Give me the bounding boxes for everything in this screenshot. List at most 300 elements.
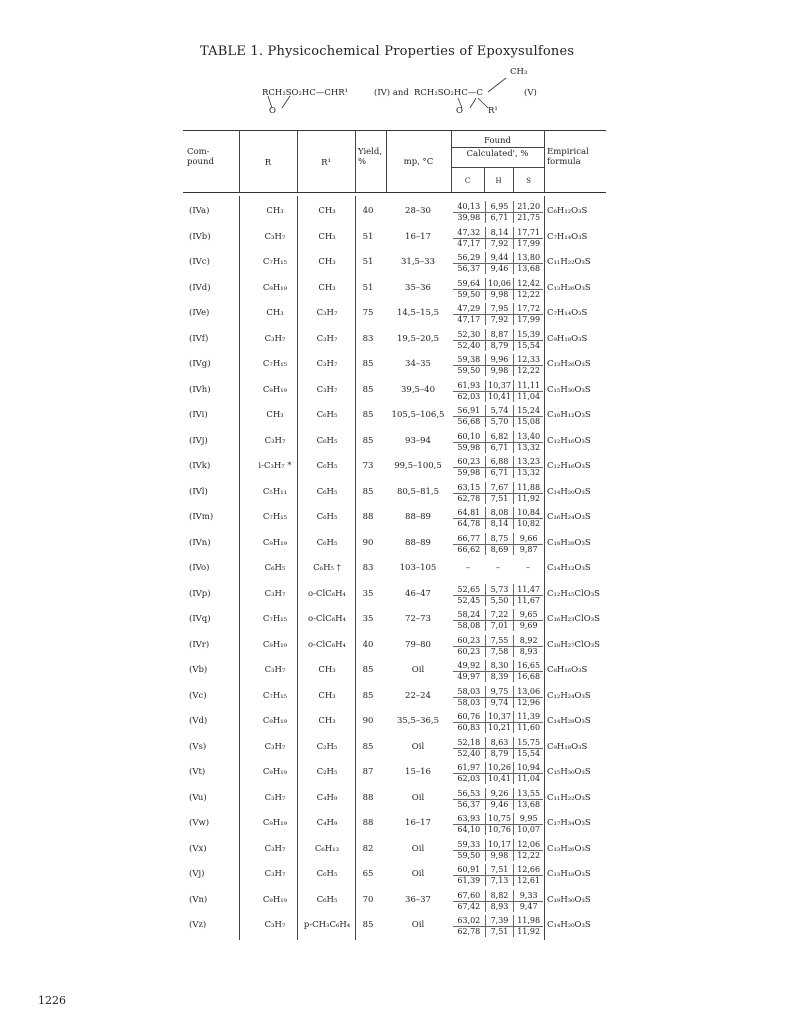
empirical-formula: C₁₇H₃₄O₃S bbox=[547, 818, 591, 828]
melting-point: 14,5–15,5 bbox=[396, 308, 440, 318]
r1-group: C₆H₅ bbox=[316, 512, 338, 522]
header-c: C bbox=[464, 177, 471, 185]
calc-c: 59,98 bbox=[457, 442, 481, 452]
r-group: C₉H₁₉ bbox=[262, 894, 288, 905]
r-group: i-C₃H₇ * bbox=[258, 461, 292, 471]
found-s: 21,20 bbox=[513, 201, 543, 212]
empirical-formula: C₁₄H₁₂O₃S bbox=[547, 563, 591, 573]
yield-value: 85 bbox=[362, 665, 374, 675]
empirical-formula: C₈H₁₆O₃S bbox=[547, 665, 588, 675]
found-s: 11,11 bbox=[513, 380, 543, 391]
calc-s: 8,93 bbox=[513, 646, 543, 657]
melting-point: 46–47 bbox=[405, 588, 431, 599]
calc-h: 10,41 bbox=[485, 773, 514, 784]
calculated-values bbox=[453, 748, 543, 759]
r-group: C₃H₇ bbox=[264, 843, 286, 854]
found-h: 5,73 bbox=[485, 584, 514, 595]
melting-point: 93–94 bbox=[405, 435, 431, 446]
calc-s: 16,68 bbox=[513, 671, 543, 682]
r-group: C₇H₁₅ bbox=[262, 690, 288, 701]
yield-value: 51 bbox=[362, 257, 374, 267]
melting-point: 28–30 bbox=[405, 206, 431, 216]
calc-c: 62,78 bbox=[457, 927, 481, 936]
calc-s: 15,08 bbox=[513, 416, 543, 427]
yield-value: 35 bbox=[362, 588, 374, 599]
found-c: 52,30 bbox=[457, 329, 481, 339]
calc-s: 11,92 bbox=[513, 493, 543, 504]
r1-group: C₆H₅ bbox=[316, 894, 338, 905]
r1-group: C₆H₅ bbox=[316, 486, 338, 497]
compound-id: (IVd) bbox=[189, 282, 211, 293]
calc-h: 8,93 bbox=[485, 901, 514, 912]
table-row bbox=[183, 685, 606, 710]
analysis-dashes: – – – bbox=[466, 563, 530, 572]
calc-s: 9,87 bbox=[513, 544, 543, 555]
r-group: C₃H₇ bbox=[264, 920, 286, 930]
calc-c: 56,68 bbox=[457, 417, 481, 426]
header-r1: R¹ bbox=[321, 158, 331, 168]
yield-value: 85 bbox=[362, 741, 374, 752]
r1-group: C₃H₇ bbox=[316, 308, 338, 318]
empirical-formula: C₁₂H₁₅ClO₃S bbox=[547, 588, 600, 599]
yield-value: 88 bbox=[362, 512, 374, 522]
found-s: 10,84 bbox=[513, 507, 543, 518]
melting-point: 22–24 bbox=[405, 690, 431, 701]
table-row bbox=[183, 430, 606, 455]
calc-s: 12,96 bbox=[513, 697, 543, 708]
found-c: 63,15 bbox=[457, 482, 481, 492]
found-h: 7,22 bbox=[485, 609, 514, 620]
calculated-values bbox=[453, 365, 543, 376]
calc-c: 60,83 bbox=[457, 723, 481, 732]
empirical-formula: C₁₀H₁₂O₃S bbox=[547, 410, 591, 420]
r-group: C₃H₇ bbox=[264, 588, 286, 599]
calculated-values bbox=[453, 212, 543, 223]
calc-h: 9,98 bbox=[485, 365, 514, 376]
table-row bbox=[183, 353, 606, 378]
table-row bbox=[183, 506, 606, 531]
melting-point: 16–17 bbox=[405, 818, 431, 828]
v-label: (V) bbox=[524, 88, 537, 98]
table-row bbox=[183, 379, 606, 404]
found-c: 59,38 bbox=[457, 355, 481, 364]
v-methyl: CH₃ bbox=[510, 67, 528, 77]
table-row bbox=[183, 404, 606, 429]
yield-value: 65 bbox=[362, 869, 374, 879]
calc-h: 7,51 bbox=[485, 493, 514, 504]
calc-c: 39,98 bbox=[457, 213, 481, 222]
found-s: 15,75 bbox=[513, 737, 543, 748]
found-c: 47,29 bbox=[457, 304, 481, 313]
calculated-values bbox=[453, 901, 543, 912]
melting-point: Oil bbox=[411, 792, 425, 803]
table-row bbox=[183, 761, 606, 786]
found-s: 17,72 bbox=[513, 303, 543, 314]
compound-id: (IVr) bbox=[189, 639, 210, 650]
iv-label: (IV) and bbox=[374, 88, 409, 98]
r-group: C₉H₁₉ bbox=[262, 537, 288, 548]
found-h: 9,96 bbox=[485, 354, 514, 365]
calc-h: 9,46 bbox=[485, 263, 514, 274]
melting-point: Oil bbox=[411, 665, 425, 675]
r1-group: C₂H₅ bbox=[316, 741, 338, 752]
found-s: 9,95 bbox=[513, 813, 543, 824]
melting-point: 16–17 bbox=[405, 231, 431, 242]
table-row bbox=[183, 889, 606, 914]
calc-h: 6,71 bbox=[485, 442, 514, 453]
empirical-formula: C₁₈H₂₈O₃S bbox=[547, 537, 591, 548]
found-c: 60,76 bbox=[457, 712, 481, 721]
found-h: 7,51 bbox=[485, 864, 514, 875]
compound-id: (IVl) bbox=[189, 486, 208, 497]
calc-s: 15,54 bbox=[513, 748, 543, 759]
r-group: C₇H₁₅ bbox=[262, 614, 288, 624]
header-yield: Yield, % bbox=[358, 147, 383, 167]
calc-c: 56,37 bbox=[457, 799, 481, 809]
found-h: 8,14 bbox=[485, 227, 514, 238]
yield-value: 85 bbox=[362, 384, 374, 395]
empirical-formula: C₁₂H₁₆O₃S bbox=[547, 435, 591, 446]
r1-group: C₆H₅ bbox=[316, 537, 338, 548]
empirical-formula: C₁₃H₂₆O₃S bbox=[547, 282, 591, 293]
empirical-formula: C₁₄H₂₀O₃S bbox=[547, 920, 591, 930]
found-c: 67,60 bbox=[457, 890, 481, 900]
calculated-values bbox=[453, 442, 543, 453]
calc-c: 52,45 bbox=[457, 595, 481, 605]
r-group: C₃H₇ bbox=[264, 435, 286, 446]
r-group: C₃H₇ bbox=[264, 665, 286, 675]
empirical-formula: C₁₃H₁₈O₃S bbox=[547, 869, 591, 879]
r1-group: CH₃ bbox=[318, 690, 336, 701]
empirical-formula: C₁₆H₂₄O₃S bbox=[547, 512, 591, 522]
found-s: 9,33 bbox=[513, 890, 543, 901]
table-row bbox=[183, 226, 606, 251]
empirical-formula: C₇H₁₄O₃S bbox=[547, 308, 588, 318]
found-s: 12,33 bbox=[513, 354, 543, 365]
melting-point: 15–16 bbox=[405, 767, 431, 777]
empirical-formula: C₆H₁₂O₃S bbox=[547, 206, 588, 216]
iv-epoxy-oxygen: O bbox=[269, 106, 276, 116]
found-h: 7,67 bbox=[485, 482, 514, 493]
found-h: 6,82 bbox=[485, 431, 514, 442]
calc-s: 15,54 bbox=[513, 340, 543, 351]
found-s: 13,55 bbox=[513, 788, 543, 799]
calculated-values bbox=[453, 824, 543, 835]
calc-h: 7,01 bbox=[485, 620, 514, 631]
found-h: 7,39 bbox=[485, 915, 514, 926]
compound-id: (IVn) bbox=[189, 537, 211, 548]
compound-id: (IVo) bbox=[189, 563, 210, 573]
r-group: CH₃ bbox=[266, 410, 284, 420]
calc-h: 8,79 bbox=[485, 340, 514, 351]
r1-group: o-ClC₆H₄ bbox=[308, 614, 346, 624]
melting-point: 35–36 bbox=[405, 282, 431, 293]
found-h: 10,37 bbox=[485, 380, 514, 391]
calculated-values bbox=[453, 646, 543, 657]
r1-group: C₆H₅ bbox=[316, 435, 338, 446]
yield-value: 40 bbox=[362, 639, 374, 650]
calc-h: 6,71 bbox=[485, 212, 514, 223]
r1-group: o-ClC₆H₄ bbox=[308, 639, 346, 650]
table-row bbox=[183, 608, 606, 633]
v-r1: R¹ bbox=[488, 106, 498, 116]
calc-h: 8,69 bbox=[485, 544, 514, 555]
header-compound: Com- pound bbox=[187, 147, 214, 167]
yield-value: 75 bbox=[362, 308, 374, 318]
empirical-formula: C₁₄H₂₀O₃S bbox=[547, 486, 591, 497]
r1-group: C₆H₅ bbox=[316, 461, 338, 471]
calc-h: 9,74 bbox=[485, 697, 514, 708]
calc-s: 12,61 bbox=[513, 875, 543, 886]
found-h: 8,82 bbox=[485, 890, 514, 901]
calc-s: 9,47 bbox=[513, 901, 543, 912]
empirical-formula: C₉H₁₈O₃S bbox=[547, 741, 588, 752]
calc-s: 10,82 bbox=[513, 518, 543, 529]
r-group: C₃H₇ bbox=[264, 869, 286, 879]
compound-id: (Vw) bbox=[189, 818, 210, 828]
melting-point: Oil bbox=[411, 843, 425, 854]
table-row bbox=[183, 736, 606, 761]
calc-h: 9,98 bbox=[485, 850, 514, 861]
yield-value: 90 bbox=[362, 537, 374, 548]
empirical-formula: C₁₄H₂₈O₃S bbox=[547, 716, 591, 726]
calc-s: 13,68 bbox=[513, 263, 543, 274]
found-s: 16,65 bbox=[513, 660, 543, 671]
found-s: 8,92 bbox=[513, 635, 543, 646]
calc-c: 59,50 bbox=[457, 850, 481, 860]
header-formula: Empirical formula bbox=[547, 147, 589, 167]
found-h: 8,08 bbox=[485, 507, 514, 518]
calc-h: 9,98 bbox=[485, 289, 514, 300]
r-group: C₃H₇ bbox=[264, 741, 286, 752]
calc-s: 17,99 bbox=[513, 238, 543, 249]
compound-id: (IVh) bbox=[189, 384, 211, 395]
r1-group: CH₃ bbox=[318, 282, 336, 293]
calculated-values bbox=[453, 263, 543, 274]
calc-c: 58,03 bbox=[457, 697, 481, 707]
calculated-values bbox=[453, 391, 543, 402]
found-c: 59,33 bbox=[457, 839, 481, 849]
table-row bbox=[183, 659, 606, 684]
compound-id: (IVg) bbox=[189, 359, 211, 369]
found-c: 61,93 bbox=[457, 380, 481, 390]
calc-s: 12,22 bbox=[513, 850, 543, 861]
calc-h: 10,76 bbox=[485, 824, 514, 835]
melting-point: 88–89 bbox=[405, 512, 431, 522]
r1-group: C₆H₅ † bbox=[313, 563, 341, 573]
compound-id: (Vx) bbox=[189, 843, 207, 854]
r1-group: CH₃ bbox=[318, 206, 336, 216]
yield-value: 73 bbox=[362, 461, 374, 471]
calc-s: 12,22 bbox=[513, 365, 543, 376]
melting-point: Oil bbox=[411, 920, 425, 930]
table-row bbox=[183, 634, 606, 659]
compound-id: (IVq) bbox=[189, 614, 211, 624]
found-h: 7,95 bbox=[485, 303, 514, 314]
header-r: R bbox=[264, 158, 272, 168]
v-epoxy-oxygen: O bbox=[456, 106, 463, 116]
found-s: 13,06 bbox=[513, 686, 543, 697]
found-c: 49,92 bbox=[457, 661, 481, 670]
calc-c: 58,08 bbox=[457, 621, 481, 630]
found-h: 8,75 bbox=[485, 533, 514, 544]
calc-s: 13,32 bbox=[513, 442, 543, 453]
header-found: Found bbox=[484, 136, 511, 146]
yield-value: 90 bbox=[362, 716, 374, 726]
header-calculated: Calculated', % bbox=[451, 147, 544, 159]
r1-group: C₂H₅ bbox=[316, 767, 338, 777]
calc-c: 52,40 bbox=[457, 748, 481, 758]
empirical-formula: C₁₆H₂₃ClO₃S bbox=[547, 614, 600, 624]
calc-h: 8,39 bbox=[485, 671, 514, 682]
r-group: C₃H₇ bbox=[264, 231, 286, 242]
found-h: 10,75 bbox=[485, 813, 514, 824]
r-group: C₇H₁₅ bbox=[262, 512, 288, 522]
calc-s: 11,92 bbox=[513, 926, 543, 937]
compound-id: (Vn) bbox=[189, 894, 208, 905]
calculated-values bbox=[453, 544, 543, 555]
found-s: 13,23 bbox=[513, 456, 543, 467]
calc-s: 11,67 bbox=[513, 595, 543, 606]
r-group: C₆H₅ bbox=[264, 563, 286, 573]
found-c: 63,02 bbox=[457, 916, 481, 925]
calculated-values bbox=[453, 671, 543, 682]
header-s: S bbox=[526, 177, 531, 185]
calculated-values bbox=[453, 238, 543, 249]
found-h: 9,44 bbox=[485, 252, 514, 263]
calc-c: 62,03 bbox=[457, 391, 481, 401]
yield-value: 85 bbox=[362, 359, 374, 369]
empirical-formula: C₁₈H₂₇ClO₃S bbox=[547, 639, 600, 650]
v-formula: RCH₂SO₂HC—C bbox=[414, 88, 483, 98]
calc-h: 7,13 bbox=[485, 875, 514, 886]
calc-h: 10,21 bbox=[485, 722, 514, 733]
r-group: CH₃ bbox=[266, 206, 284, 216]
found-h: 10,06 bbox=[485, 278, 514, 289]
empirical-formula: C₁₂H₂₄O₃S bbox=[547, 690, 591, 701]
calc-c: 67,42 bbox=[457, 901, 481, 911]
found-h: 8,87 bbox=[485, 329, 514, 340]
found-s: 12,42 bbox=[513, 278, 543, 289]
compound-id: (Vc) bbox=[189, 690, 207, 701]
melting-point: 35,5–36,5 bbox=[396, 716, 440, 726]
empirical-formula: C₁₁H₂₂O₃S bbox=[547, 792, 591, 803]
found-c: 66,77 bbox=[457, 533, 481, 543]
calc-c: 59,50 bbox=[457, 366, 481, 375]
found-h: 7,55 bbox=[485, 635, 514, 646]
found-s: 9,65 bbox=[513, 609, 543, 620]
found-h: 8,30 bbox=[485, 660, 514, 671]
found-s: 11,88 bbox=[513, 482, 543, 493]
calc-c: 61,39 bbox=[457, 876, 481, 885]
calculated-values bbox=[453, 314, 543, 325]
calc-s: 11,04 bbox=[513, 773, 543, 784]
compound-id: (IVb) bbox=[189, 231, 211, 242]
melting-point: 34–35 bbox=[405, 359, 431, 369]
compound-id: (IVm) bbox=[189, 512, 214, 522]
found-c: 52,18 bbox=[457, 737, 481, 747]
calc-c: 64,78 bbox=[457, 519, 481, 528]
calc-c: 59,50 bbox=[457, 289, 481, 299]
yield-value: 40 bbox=[362, 206, 374, 216]
r1-group: CH₃ bbox=[318, 231, 336, 242]
yield-value: 35 bbox=[362, 614, 374, 624]
compound-id: (IVi) bbox=[189, 410, 208, 420]
table-row bbox=[183, 302, 606, 327]
found-s: 12,06 bbox=[513, 839, 543, 850]
r-group: C₉H₁₉ bbox=[262, 384, 288, 395]
calc-c: 64,10 bbox=[457, 825, 481, 834]
empirical-formula: C₁₅H₃₀O₃S bbox=[547, 767, 591, 777]
yield-value: 85 bbox=[362, 435, 374, 446]
calculated-values bbox=[453, 467, 543, 478]
calc-h: 7,92 bbox=[485, 314, 514, 325]
melting-point: 79–80 bbox=[405, 639, 431, 650]
found-h: 9,26 bbox=[485, 788, 514, 799]
table-row bbox=[183, 838, 606, 863]
table-row bbox=[183, 812, 606, 837]
melting-point: 88–89 bbox=[405, 537, 431, 548]
calc-c: 52,40 bbox=[457, 340, 481, 350]
r-group: C₃H₇ bbox=[264, 792, 286, 803]
empirical-formula: C₁₁H₂₂O₃S bbox=[547, 257, 591, 267]
compound-id: (IVc) bbox=[189, 257, 210, 267]
table-row bbox=[183, 251, 606, 276]
calculated-values bbox=[453, 340, 543, 351]
found-c: 58,24 bbox=[457, 610, 481, 619]
calc-s: 9,69 bbox=[513, 620, 543, 631]
r-group: C₉H₁₉ bbox=[262, 716, 288, 726]
r-group: C₉H₁₉ bbox=[262, 818, 288, 828]
table-row bbox=[183, 863, 606, 888]
melting-point: 36–37 bbox=[405, 894, 431, 905]
found-s: 10,94 bbox=[513, 762, 543, 773]
calculated-values bbox=[453, 416, 543, 427]
found-c: 59,64 bbox=[457, 278, 481, 288]
structure-formulas bbox=[262, 64, 562, 122]
melting-point: 39,5–40 bbox=[401, 384, 435, 395]
page-number: 1226 bbox=[38, 994, 66, 1007]
calc-h: 6,71 bbox=[485, 467, 514, 478]
found-h: 9,75 bbox=[485, 686, 514, 697]
calc-c: 60,23 bbox=[457, 646, 481, 656]
found-c: 61,97 bbox=[457, 763, 481, 772]
table-row bbox=[183, 583, 606, 608]
calculated-values bbox=[453, 518, 543, 529]
iv-formula: RCH₂SO₂HC—CHR¹ bbox=[262, 88, 349, 98]
r-group: C₉H₁₉ bbox=[262, 767, 288, 777]
calculated-values bbox=[453, 595, 543, 606]
r1-group: C₄H₉ bbox=[316, 792, 338, 803]
melting-point: 105,5–106,5 bbox=[391, 410, 445, 420]
r-group: C₇H₁₅ bbox=[262, 359, 288, 369]
calc-h: 8,14 bbox=[485, 518, 514, 529]
calc-c: 47,17 bbox=[457, 238, 481, 248]
melting-point: 19,5–20,5 bbox=[396, 333, 440, 344]
calculated-values bbox=[453, 289, 543, 300]
empirical-formula: C₁₅H₃₀O₃S bbox=[547, 384, 591, 395]
yield-value: 83 bbox=[362, 333, 374, 344]
found-s: 9,66 bbox=[513, 533, 543, 544]
calculated-values bbox=[453, 773, 543, 784]
calc-c: 47,17 bbox=[457, 315, 481, 324]
empirical-formula: C₁₃H₂₆O₃S bbox=[547, 843, 591, 854]
calc-c: 56,37 bbox=[457, 264, 481, 273]
r1-group: C₆H₅ bbox=[316, 410, 338, 420]
calc-s: 21,75 bbox=[513, 212, 543, 223]
table-row bbox=[183, 277, 606, 302]
found-c: 60,23 bbox=[457, 635, 481, 645]
